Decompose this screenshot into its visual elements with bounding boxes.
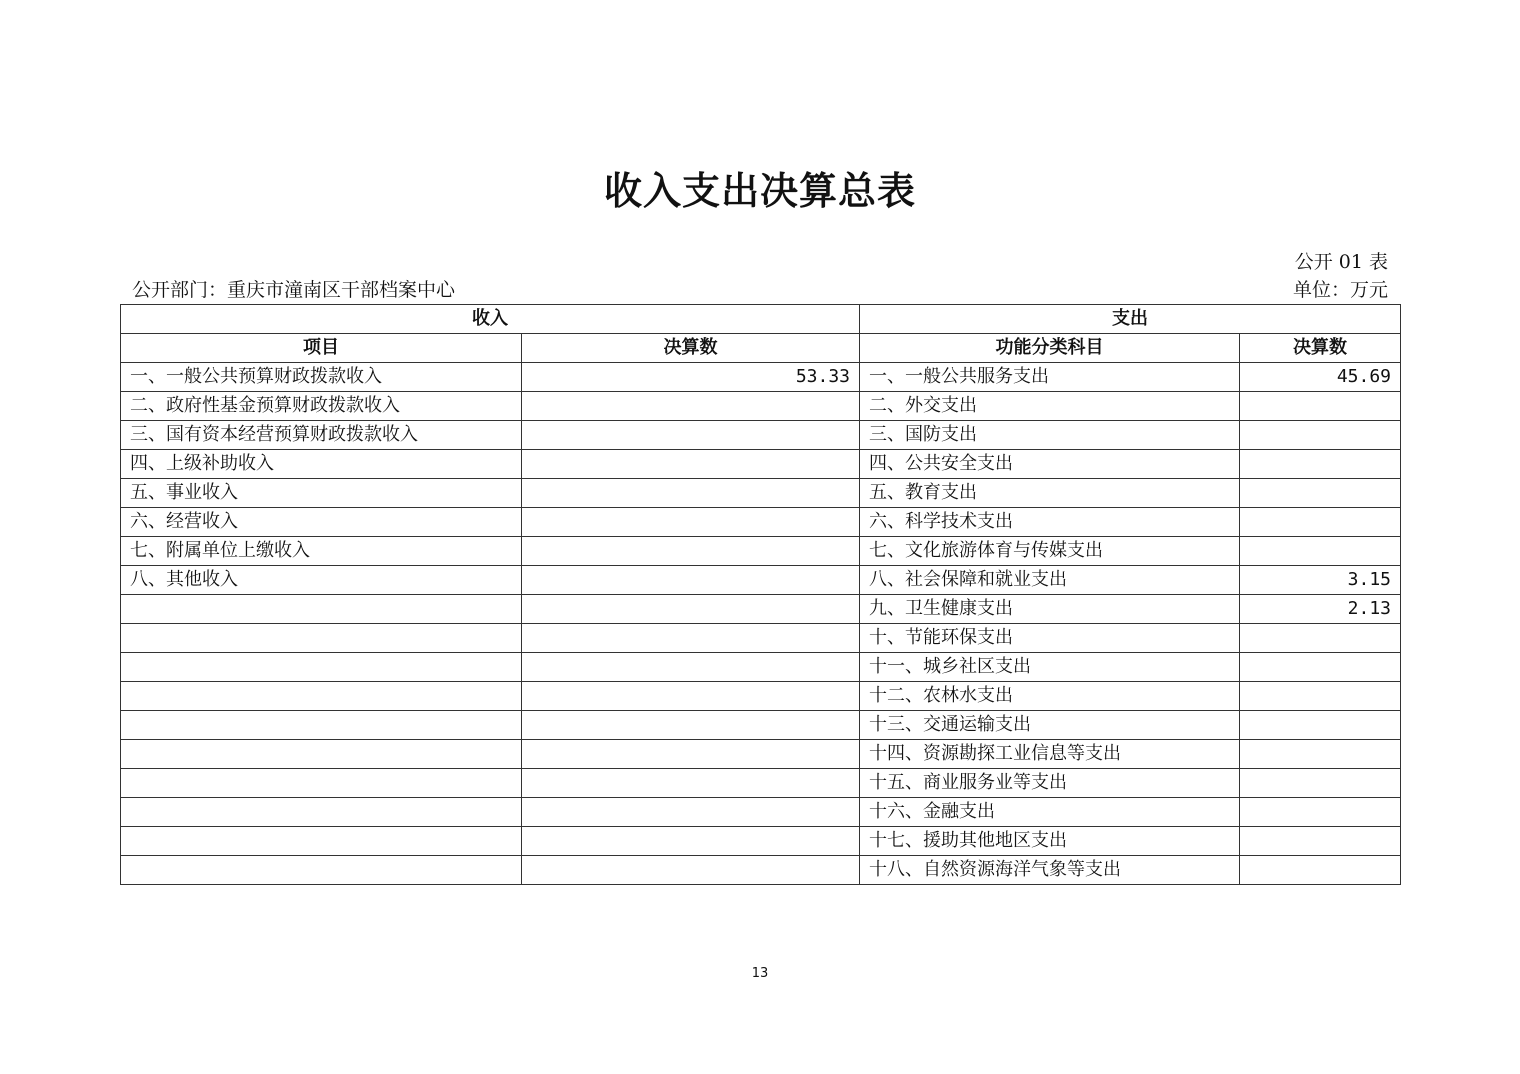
expense-section-header: 支出 [860, 305, 1401, 334]
expense-item-cell: 八、社会保障和就业支出 [860, 566, 1240, 595]
expense-amount-cell [1240, 682, 1401, 711]
expense-amount-cell [1240, 624, 1401, 653]
expense-item-cell: 十四、资源勘探工业信息等支出 [860, 740, 1240, 769]
income-amount-cell [522, 508, 860, 537]
income-item-cell: 二、政府性基金预算财政拨款收入 [121, 392, 522, 421]
expense-item-cell: 七、文化旅游体育与传媒支出 [860, 537, 1240, 566]
expense-item-cell: 六、科学技术支出 [860, 508, 1240, 537]
table-row [121, 769, 1401, 798]
income-amount-cell [522, 682, 860, 711]
income-item-cell [121, 827, 522, 856]
expense-amount-cell [1240, 421, 1401, 450]
department-label: 公开部门：重庆市潼南区干部档案中心 [132, 279, 456, 301]
income-item-cell: 三、国有资本经营预算财政拨款收入 [121, 421, 522, 450]
income-item-cell [121, 624, 522, 653]
table-row [121, 740, 1401, 769]
expense-item-cell: 十五、商业服务业等支出 [860, 769, 1240, 798]
table-row [121, 392, 1401, 421]
expense-amount-cell [1240, 653, 1401, 682]
income-item-cell [121, 856, 522, 885]
table-row [121, 711, 1401, 740]
income-amount-cell [522, 740, 860, 769]
expense-item-cell: 十一、城乡社区支出 [860, 653, 1240, 682]
income-item-cell [121, 595, 522, 624]
table-row [121, 682, 1401, 711]
expense-amount-cell: 2.13 [1240, 595, 1401, 624]
income-amount-column-header: 决算数 [522, 334, 860, 363]
income-amount-cell [522, 769, 860, 798]
table-row [121, 653, 1401, 682]
table-row [121, 450, 1401, 479]
expense-amount-cell [1240, 537, 1401, 566]
expense-amount-cell [1240, 769, 1401, 798]
expense-amount-cell [1240, 450, 1401, 479]
income-item-cell [121, 653, 522, 682]
table-row [121, 508, 1401, 537]
income-item-cell: 一、一般公共预算财政拨款收入 [121, 363, 522, 392]
section-header-row [121, 305, 1401, 334]
expense-item-cell: 五、教育支出 [860, 479, 1240, 508]
income-amount-cell [522, 827, 860, 856]
expense-item-cell: 四、公共安全支出 [860, 450, 1240, 479]
expense-amount-cell [1240, 479, 1401, 508]
income-amount-cell [522, 479, 860, 508]
income-section-header: 收入 [121, 305, 860, 334]
income-item-cell [121, 798, 522, 827]
table-row [121, 363, 1401, 392]
expense-item-cell: 十七、援助其他地区支出 [860, 827, 1240, 856]
income-amount-cell [522, 421, 860, 450]
expense-amount-cell [1240, 827, 1401, 856]
expense-item-cell: 二、外交支出 [860, 392, 1240, 421]
table-row [121, 624, 1401, 653]
page-number: 13 [751, 966, 769, 981]
income-item-cell [121, 682, 522, 711]
expense-amount-cell: 3.15 [1240, 566, 1401, 595]
table-row [121, 566, 1401, 595]
income-item-cell: 六、经营收入 [121, 508, 522, 537]
income-item-cell [121, 740, 522, 769]
column-header-row [121, 334, 1401, 363]
income-expense-table [120, 304, 1401, 885]
income-amount-cell [522, 392, 860, 421]
table-row [121, 479, 1401, 508]
income-item-cell [121, 711, 522, 740]
expense-item-column-header: 功能分类科目 [860, 334, 1240, 363]
expense-amount-cell [1240, 392, 1401, 421]
expense-item-cell: 九、卫生健康支出 [860, 595, 1240, 624]
table-row [121, 827, 1401, 856]
income-amount-cell [522, 595, 860, 624]
income-amount-cell [522, 624, 860, 653]
expense-item-cell: 十二、农林水支出 [860, 682, 1240, 711]
expense-amount-cell [1240, 711, 1401, 740]
income-item-cell: 五、事业收入 [121, 479, 522, 508]
income-amount-cell [522, 537, 860, 566]
unit-label: 单位：万元 [1292, 279, 1388, 301]
table-row [121, 537, 1401, 566]
table-number: 公开 01 表 [1294, 251, 1388, 273]
expense-amount-cell [1240, 856, 1401, 885]
table-row [121, 595, 1401, 624]
table-row [121, 421, 1401, 450]
income-item-column-header: 项目 [121, 334, 522, 363]
income-amount-cell: 53.33 [522, 363, 860, 392]
table-row [121, 798, 1401, 827]
expense-amount-cell [1240, 508, 1401, 537]
expense-item-cell: 十六、金融支出 [860, 798, 1240, 827]
income-item-cell: 四、上级补助收入 [121, 450, 522, 479]
income-amount-cell [522, 653, 860, 682]
expense-amount-cell: 45.69 [1240, 363, 1401, 392]
expense-amount-cell [1240, 740, 1401, 769]
expense-item-cell: 十三、交通运输支出 [860, 711, 1240, 740]
expense-item-cell: 一、一般公共服务支出 [860, 363, 1240, 392]
income-item-cell [121, 769, 522, 798]
expense-amount-column-header: 决算数 [1240, 334, 1401, 363]
income-amount-cell [522, 450, 860, 479]
income-amount-cell [522, 711, 860, 740]
expense-item-cell: 十八、自然资源海洋气象等支出 [860, 856, 1240, 885]
income-item-cell: 七、附属单位上缴收入 [121, 537, 522, 566]
income-amount-cell [522, 798, 860, 827]
expense-item-cell: 十、节能环保支出 [860, 624, 1240, 653]
income-item-cell: 八、其他收入 [121, 566, 522, 595]
income-amount-cell [522, 856, 860, 885]
page-title: 收入支出决算总表 [603, 169, 916, 213]
expense-item-cell: 三、国防支出 [860, 421, 1240, 450]
expense-amount-cell [1240, 798, 1401, 827]
income-amount-cell [522, 566, 860, 595]
table-row [121, 856, 1401, 885]
